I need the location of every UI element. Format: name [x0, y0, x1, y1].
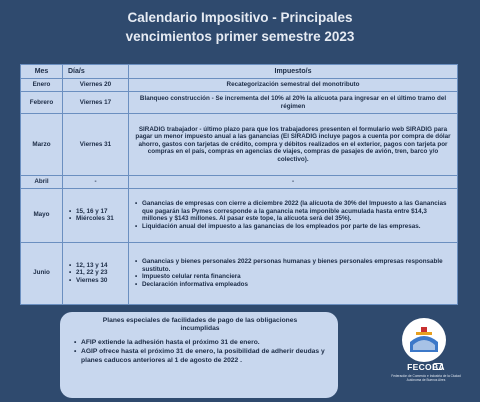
fecoba-logo	[402, 318, 446, 362]
row-mes: Marzo	[21, 114, 63, 176]
row-dia: Viernes 31	[63, 114, 129, 176]
table-row	[21, 92, 458, 114]
table-row	[21, 79, 458, 92]
tax-item: • Impuesto celular renta financiera	[133, 273, 453, 281]
header-mes: Mes	[21, 65, 63, 79]
plan-item: • AGIP ofrece hasta el próximo 31 de enero, la posibilidad de adherir deudas y planes caducos anteriores al 1 de agosto de 2022 .	[72, 348, 328, 365]
row-mes: Enero	[21, 79, 63, 92]
row-mes: Febrero	[21, 92, 63, 114]
table-row	[21, 114, 458, 176]
row-impuestos	[129, 242, 458, 304]
header-dia: Día/s	[63, 65, 129, 79]
table-row	[21, 188, 458, 242]
tax-item: • Declaración informativa empleados	[133, 281, 453, 289]
day-item: • 12, 13 y 14	[67, 262, 128, 270]
header-impuesto: Impuesto/s	[129, 65, 458, 79]
row-dias	[63, 242, 129, 304]
row-dia: Viernes 17	[63, 92, 129, 114]
day-item: • Viernes 30	[67, 277, 128, 285]
day-item: • 15, 16 y 17	[67, 208, 128, 216]
day-item: • Miércoles 31	[67, 215, 128, 223]
tax-item: • Ganancias y bienes personales 2022 personas humanas y bienes personales empresas responsable sustituto.	[133, 258, 453, 273]
plan-title: Planes especiales de facilidades de pago de las obligaciones incumplidas	[102, 317, 298, 333]
title-line-1: Calendario Impositivo - Principales	[127, 10, 353, 25]
row-dia: -	[63, 176, 129, 189]
brand-name: FECOBA	[407, 362, 445, 372]
row-mes: Mayo	[21, 188, 63, 242]
tax-item: • Ganancias de empresas con cierre a diciembre 2022 (la alícuota de 30% del Impuesto a las Ganancias que pagarán las Pymes corresponde a la ganancia neta imponible acumulada hasta entre $14,3 millones y $143 millones. Al pasar este tope, la alícuota será del 35%).	[133, 200, 453, 223]
title-line-2: vencimientos primer semestre 2023	[125, 29, 355, 44]
table-row	[21, 242, 458, 304]
day-item: • 21, 22 y 23	[67, 269, 128, 277]
badge-icon	[433, 363, 443, 370]
row-dias	[63, 188, 129, 242]
tax-calendar-table	[20, 64, 458, 305]
logo-mark-icon	[402, 318, 446, 362]
row-impuesto: Recategorización semestral del monotributo	[129, 79, 458, 92]
tax-item: • Liquidación anual del impuesto a las ganancias de los empleados por parte de las empresas.	[133, 223, 453, 231]
row-mes: Junio	[21, 242, 63, 304]
row-impuesto: SIRADIG trabajador - último plazo para que los trabajadores presenten el formulario web SIRADIG para pagar un menor impuesto anual a las ganancias (El SIRADIG incluye pagos a cuenta por compra de dólar ahorro, gastos con tarjetas de crédito, compra y débitos realizados en el exterior, pagos con tarjeta por compras en el país, compras en agencias de viajes, compras de pasajes de avión, tren, barco y/o colectivo).	[129, 114, 458, 176]
row-impuesto: Blanqueo construcción - Se incrementa del 10% al 20% la alícuota para ingresar en el último tramo del régimen	[129, 92, 458, 114]
row-impuesto: -	[129, 176, 458, 189]
payment-plans-box	[60, 312, 338, 398]
table-row	[21, 176, 458, 189]
row-impuestos	[129, 188, 458, 242]
row-mes: Abril	[21, 176, 63, 189]
table-header-row	[21, 65, 458, 79]
plan-item: • AFIP extiende la adhesión hasta el próximo 31 de enero.	[72, 339, 328, 347]
brand-tagline: Federación de Comercio e Industria de la Ciudad Autónoma de Buenos Aires	[391, 374, 461, 383]
row-dia: Viernes 20	[63, 79, 129, 92]
page-title	[0, 8, 480, 46]
